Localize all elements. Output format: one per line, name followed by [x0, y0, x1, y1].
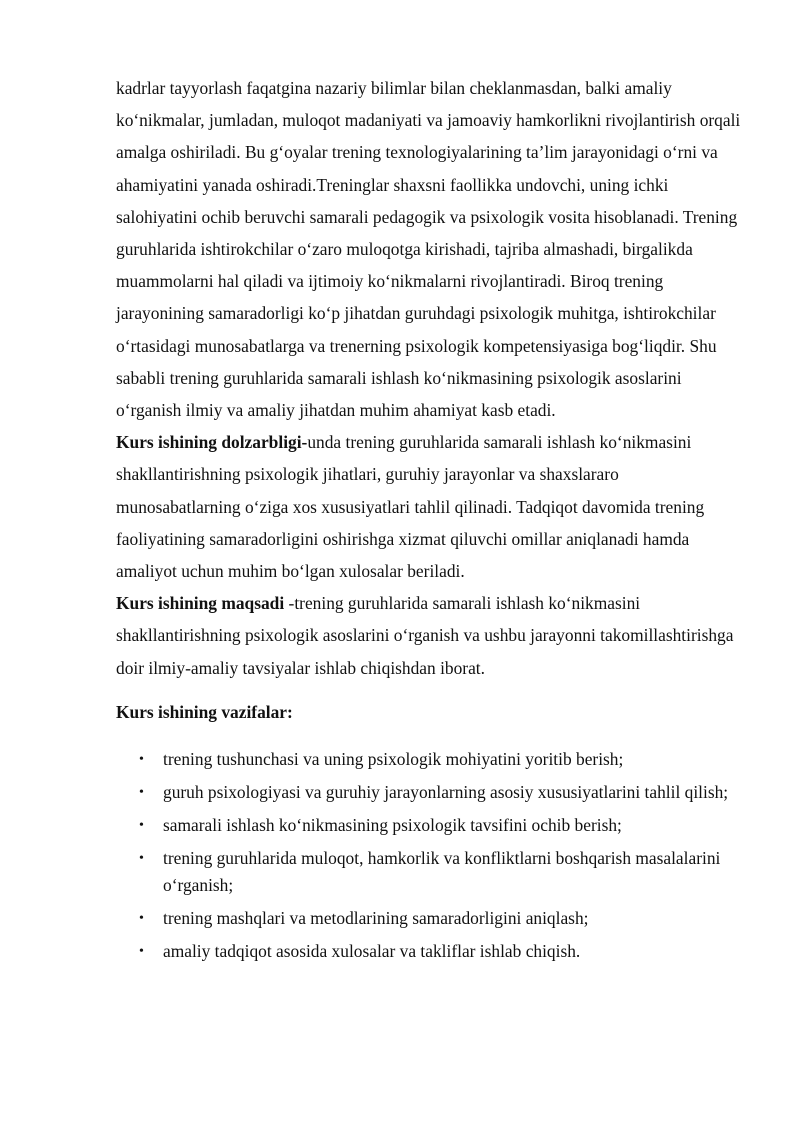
- list-item-text: guruh psixologiyasi va guruhiy jarayonlarning asosiy xususiyatlarini tahlil qilish;: [163, 782, 729, 803]
- list-item: [116, 905, 746, 932]
- list-item: [116, 746, 746, 773]
- list-item: [116, 845, 746, 899]
- bullet-icon: •: [139, 785, 144, 801]
- list-item-text: samarali ishlash koʻnikmasining psixologik tavsifini ochib berish;: [163, 815, 622, 836]
- goal-text: -trening guruhlarida samarali ishlash koʻnikmasini shakllantirishning psixologik asoslarini oʻrganish va ushbu jarayonni takomillashtirishga doir ilmiy-amaliy tavsiyalar ishlab chiqishdan iborat.: [116, 593, 734, 678]
- bullet-icon: •: [139, 944, 144, 960]
- bullet-icon: •: [139, 818, 144, 834]
- goal-paragraph: [116, 587, 746, 684]
- list-item-text: trening mashqlari va metodlarining samaradorligini aniqlash;: [163, 908, 589, 929]
- list-item: [116, 812, 746, 839]
- bullet-icon: •: [139, 911, 144, 927]
- tasks-list: [116, 746, 746, 965]
- list-item-text: trening guruhlarida muloqot, hamkorlik va konfliktlarni boshqarish masalalarini oʻrganish;: [163, 848, 721, 896]
- relevance-paragraph: [116, 426, 746, 587]
- list-item-text: trening tushunchasi va uning psixologik mohiyatini yoritib berish;: [163, 749, 624, 770]
- goal-label: Kurs ishining maqsadi: [116, 593, 285, 614]
- tasks-heading: Kurs ishining vazifalar:: [116, 701, 293, 722]
- intro-paragraph: kadrlar tayyorlash faqatgina nazariy bilimlar bilan cheklanmasdan, balki amaliy koʻnikmalar, jumladan, muloqot madaniyati va jamoaviy hamkorlikni rivojlantirish orqali amalga oshiriladi. Bu gʻoyalar trening texnologiyalarining taʼlim jarayonidagi oʻrni va ahamiyatini yanada oshiradi.Treninglar shaxsni faollikka undovchi, uning ichki salohiyatini ochib beruvchi samarali pedagogik va psixologik vosita hisoblanadi. Trening guruhlarida ishtirokchilar oʻzaro muloqotga kirishadi, tajriba almashadi, birgalikda muammolarni hal qiladi va ijtimoiy koʻnikmalarni rivojlantiradi. Biroq trening jarayonining samaradorligi koʻp jihatdan guruhdagi psixologik muhitga, ishtirokchilar oʻrtasidagi munosabatlarga va trenerning psixologik kompetensiyasiga bogʻliqdir. Shu sababli trening guruhlarida samarali ishlash koʻnikmasining psixologik asoslarini oʻrganish ilmiy va amaliy jihatdan muhim ahamiyat kasb etadi.: [116, 78, 741, 421]
- bullet-icon: •: [139, 851, 144, 867]
- bullet-icon: •: [139, 752, 144, 768]
- relevance-text: unda trening guruhlarida samarali ishlash koʻnikmasini shakllantirishning psixologik jihatlari, guruhiy jarayonlar va shaxslararo munosabatlarning oʻziga xos xususiyatlari tahlil qilinadi. Tadqiqot davomida trening faoliyatining samaradorligini oshirishga xizmat qiluvchi omillar aniqlanadi hamda amaliyot uchun muhim boʻlgan xulosalar beriladi.: [116, 432, 705, 582]
- page-content: [116, 72, 746, 971]
- list-item-text: amaliy tadqiqot asosida xulosalar va takliflar ishlab chiqish.: [163, 941, 581, 962]
- list-item: [116, 938, 746, 965]
- list-item: [116, 779, 746, 806]
- relevance-label: Kurs ishining dolzarbligi-: [116, 432, 308, 453]
